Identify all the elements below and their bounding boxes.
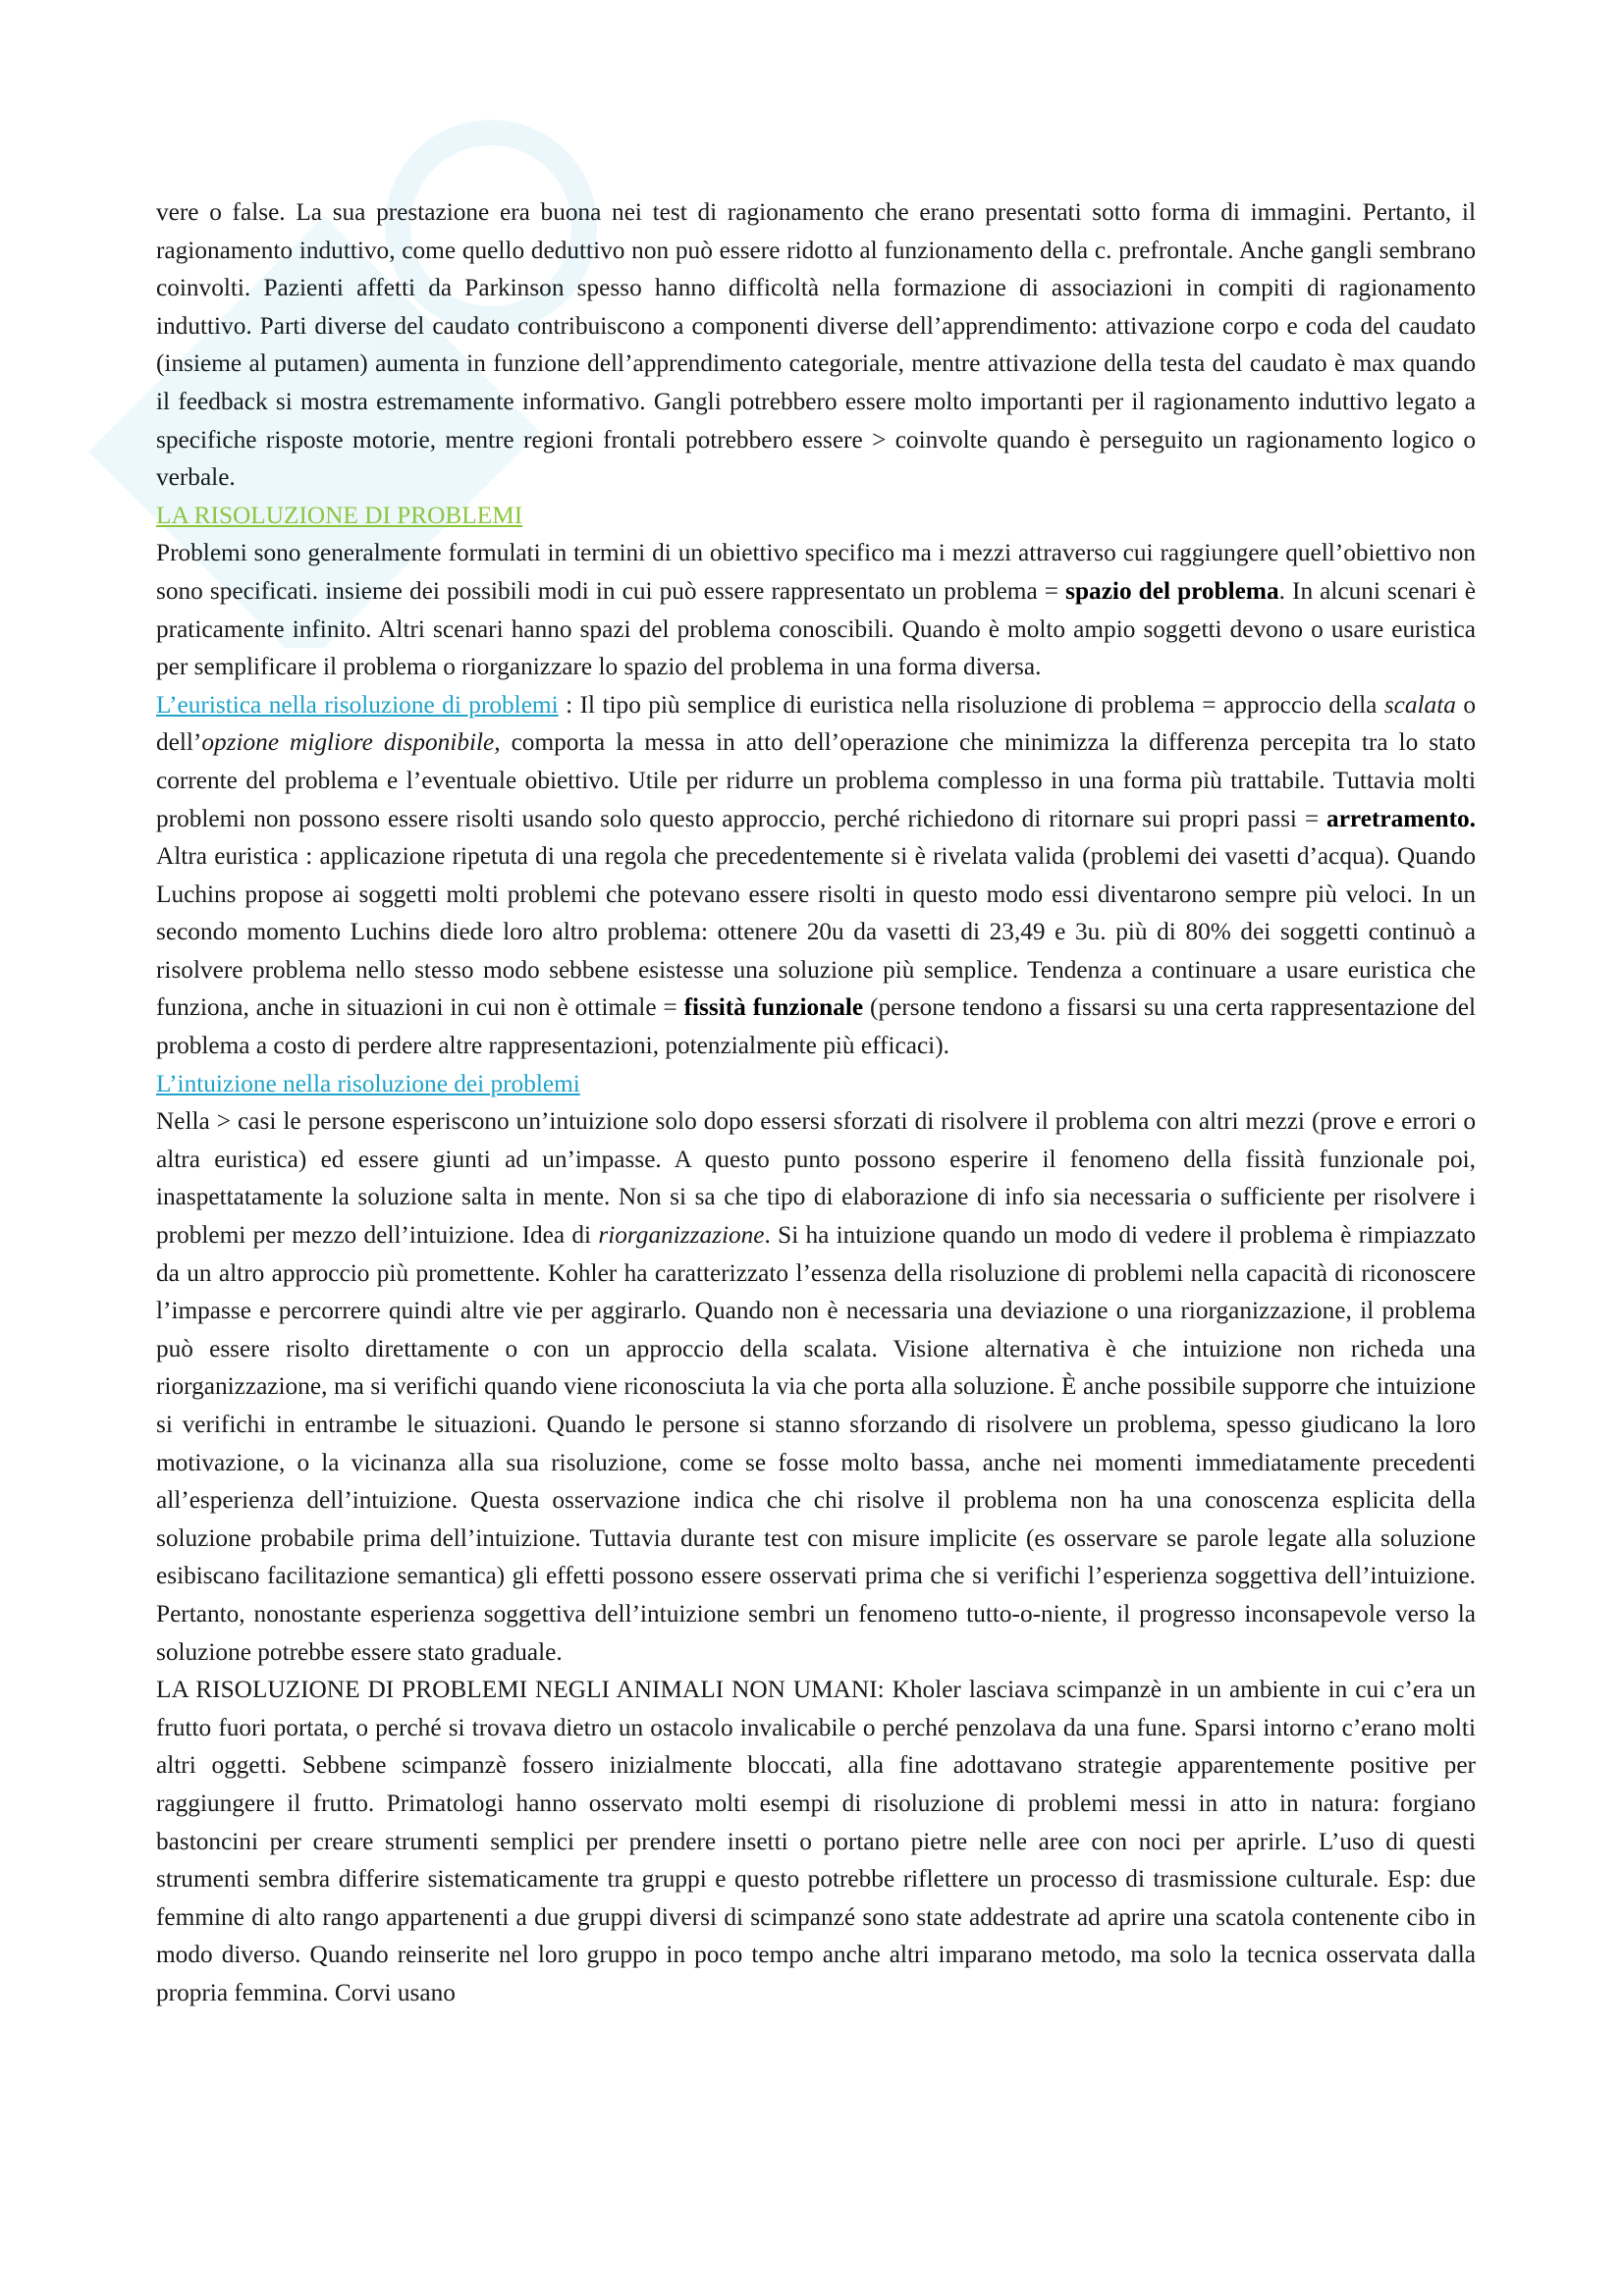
paragraph-heuristics: L’euristica nella risoluzione di problemi : Il tipo più semplice di euristica nella risoluzione di problema = approccio della scalata o dell’opzione migliore disponibile, comporta la messa in atto dell’operazione che minimizza la differenza percepita tra lo stato corrente del problema e l’eventuale obiettivo. Utile per ridurre un problema complesso in una forma più trattabile. Tuttavia molti problemi non possono essere risolti usando solo questo approccio, perché richiedono di ritornare sui propri passi = arretramento. Altra euristica : applicazione ripetuta di una regola che precedentemente si è rivelata valida (problemi dei vasetti d’acqua). Quando Luchins propose ai soggetti molti problemi che potevano essere risolti in questo modo essi diventarono sempre più veloci. In un secondo momento Luchins diede loro altro problema: ottenere 20u da vasetti di 23,49 e 3u. più di 80% dei soggetti continuò a risolvere problema nello stesso modo sebbene esistesse una soluzione più semplice. Tendenza a continuare a usare euristica che funziona, anche in situazioni in cui non è ottimale = fissità funzionale (persone tendono a fissarsi su una certa rappresentazione del problema a costo di perdere altre rappresentazioni, potenzialmente più efficaci). [156,690,1476,1060]
document-body [156,193,1476,2012]
paragraph-inductive-reasoning: vere o false. La sua prestazione era buona nei test di ragionamento che erano presentati sotto forma di immagini. Pertanto, il ragionamento induttivo, come quello deduttivo non può essere ridotto al funzionamento della c. prefrontale. Anche gangli sembrano coinvolti. Pazienti affetti da Parkinson spesso hanno difficoltà nella formazione di associazioni in compiti di ragionamento induttivo. Parti diverse del caudato contribuiscono a componenti diverse dell’apprendimento: attivazione corpo e coda del caudato (insieme al putamen) aumenta in funzione dell’apprendimento categoriale, mentre attivazione della testa del caudato è max quando il feedback si mostra estremamente informativo. Gangli potrebbero essere molto importanti per il ragionamento induttivo legato a specifiche risposte motorie, mentre regioni frontali potrebbero essere > coinvolte quando è perseguito un ragionamento logico o verbale. [156,198,1476,492]
paragraph-animal-problem-solving: LA RISOLUZIONE DI PROBLEMI NEGLI ANIMALI NON UMANI: Kholer lasciava scimpanzè in un ambiente in cui c’era un frutto fuori portata, o perché si trovava dietro un ostacolo invalicabile o perché penzolava da una fune. Sparsi intorno c’erano molti altri oggetti. Sebbene scimpanzè fossero inizialmente bloccati, alla fine adottavano strategie apparentemente positive per raggiungere il frutto. Primatologi hanno osservato molti esempi di risoluzione di problemi messi in atto in natura: forgiano bastoncini per creare strumenti semplici per prendere insetti o portano pietre nelle aree con noci per aprirle. L’uso di questi strumenti sembra differire sistematicamente tra gruppi e questo potrebbe riflettere un processo di trasmissione culturale. Esp: due femmine di alto rango appartenenti a due gruppi diversi di scimpanzé sono state addestrate ad aprire una scatola contenente cibo in modo diverso. Quando reinserite nel loro gruppo in poco tempo anche altri imparano metodo, ma solo la tecnica osservata dalla propria femmina. Corvi usano [156,1676,1476,2006]
heading-problem-solving: LA RISOLUZIONE DI PROBLEMI [156,501,523,529]
heading-insight: L’intuizione nella risoluzione dei problemi [156,1069,580,1097]
paragraph-problem-space: Problemi sono generalmente formulati in termini di un obiettivo specifico ma i mezzi attraverso cui raggiungere quell’obiettivo non sono specificati. insieme dei possibili modi in cui può essere rappresentato un problema = spazio del problema. In alcuni scenari è praticamente infinito. Altri scenari hanno spazi del problema conoscibili. Quando è molto ampio soggetti devono o usare euristica per semplificare il problema o riorganizzare lo spazio del problema in una forma diversa. [156,539,1476,681]
paragraph-insight: Nella > casi le persone esperiscono un’intuizione solo dopo essersi sforzati di risolvere il problema con altri mezzi (prove e errori o altra euristica) ed essere giunti ad un’impasse. A questo punto possono esperire il fenomeno della fissità funzionale poi, inaspettatamente la soluzione salta in mente. Non si sa che tipo di elaborazione di info sia necessaria o sufficiente per risolvere i problemi per mezzo dell’intuizione. Idea di riorganizzazione. Si ha intuizione quando un modo di vedere il problema è rimpiazzato da un altro approccio più promettente. Kohler ha caratterizzato l’essenza della risoluzione di problemi nella capacità di riconoscere l’impasse e percorrere quindi altre vie per aggirarlo. Quando non è necessaria una deviazione o una riorganizzazione, il problema può essere risolto direttamente o con un approccio della scalata. Visione alternativa è che intuizione non richeda una riorganizzazione, ma si verifichi quando viene riconosciuta la via che porta alla soluzione. È anche possibile supporre che intuizione si verifichi in entrambe le situazioni. Quando le persone si stanno sforzando di risolvere un problema, spesso giudicano la loro motivazione, o la vicinanza alla sua risoluzione, come se fosse molto bassa, anche nei momenti immediatamente precedenti all’esperienza dell’intuizione. Questa osservazione indica che chi risolve il problema non ha una conoscenza esplicita della soluzione probabile prima dell’intuizione. Tuttavia durante test con misure implicite (es osservare se parole legate alla soluzione esibiscano facilitazione semantica) gli effetti possono essere osservati prima che si verifichi l’esperienza soggettiva dell’intuizione. Pertanto, nonostante esperienza soggettiva dell’intuizione sembri un fenomeno tutto-o-niente, il progresso inconsapevole verso la soluzione potrebbe essere stato graduale. [156,1107,1477,1666]
heading-heuristics: L’euristica nella risoluzione di problemi [156,690,559,719]
